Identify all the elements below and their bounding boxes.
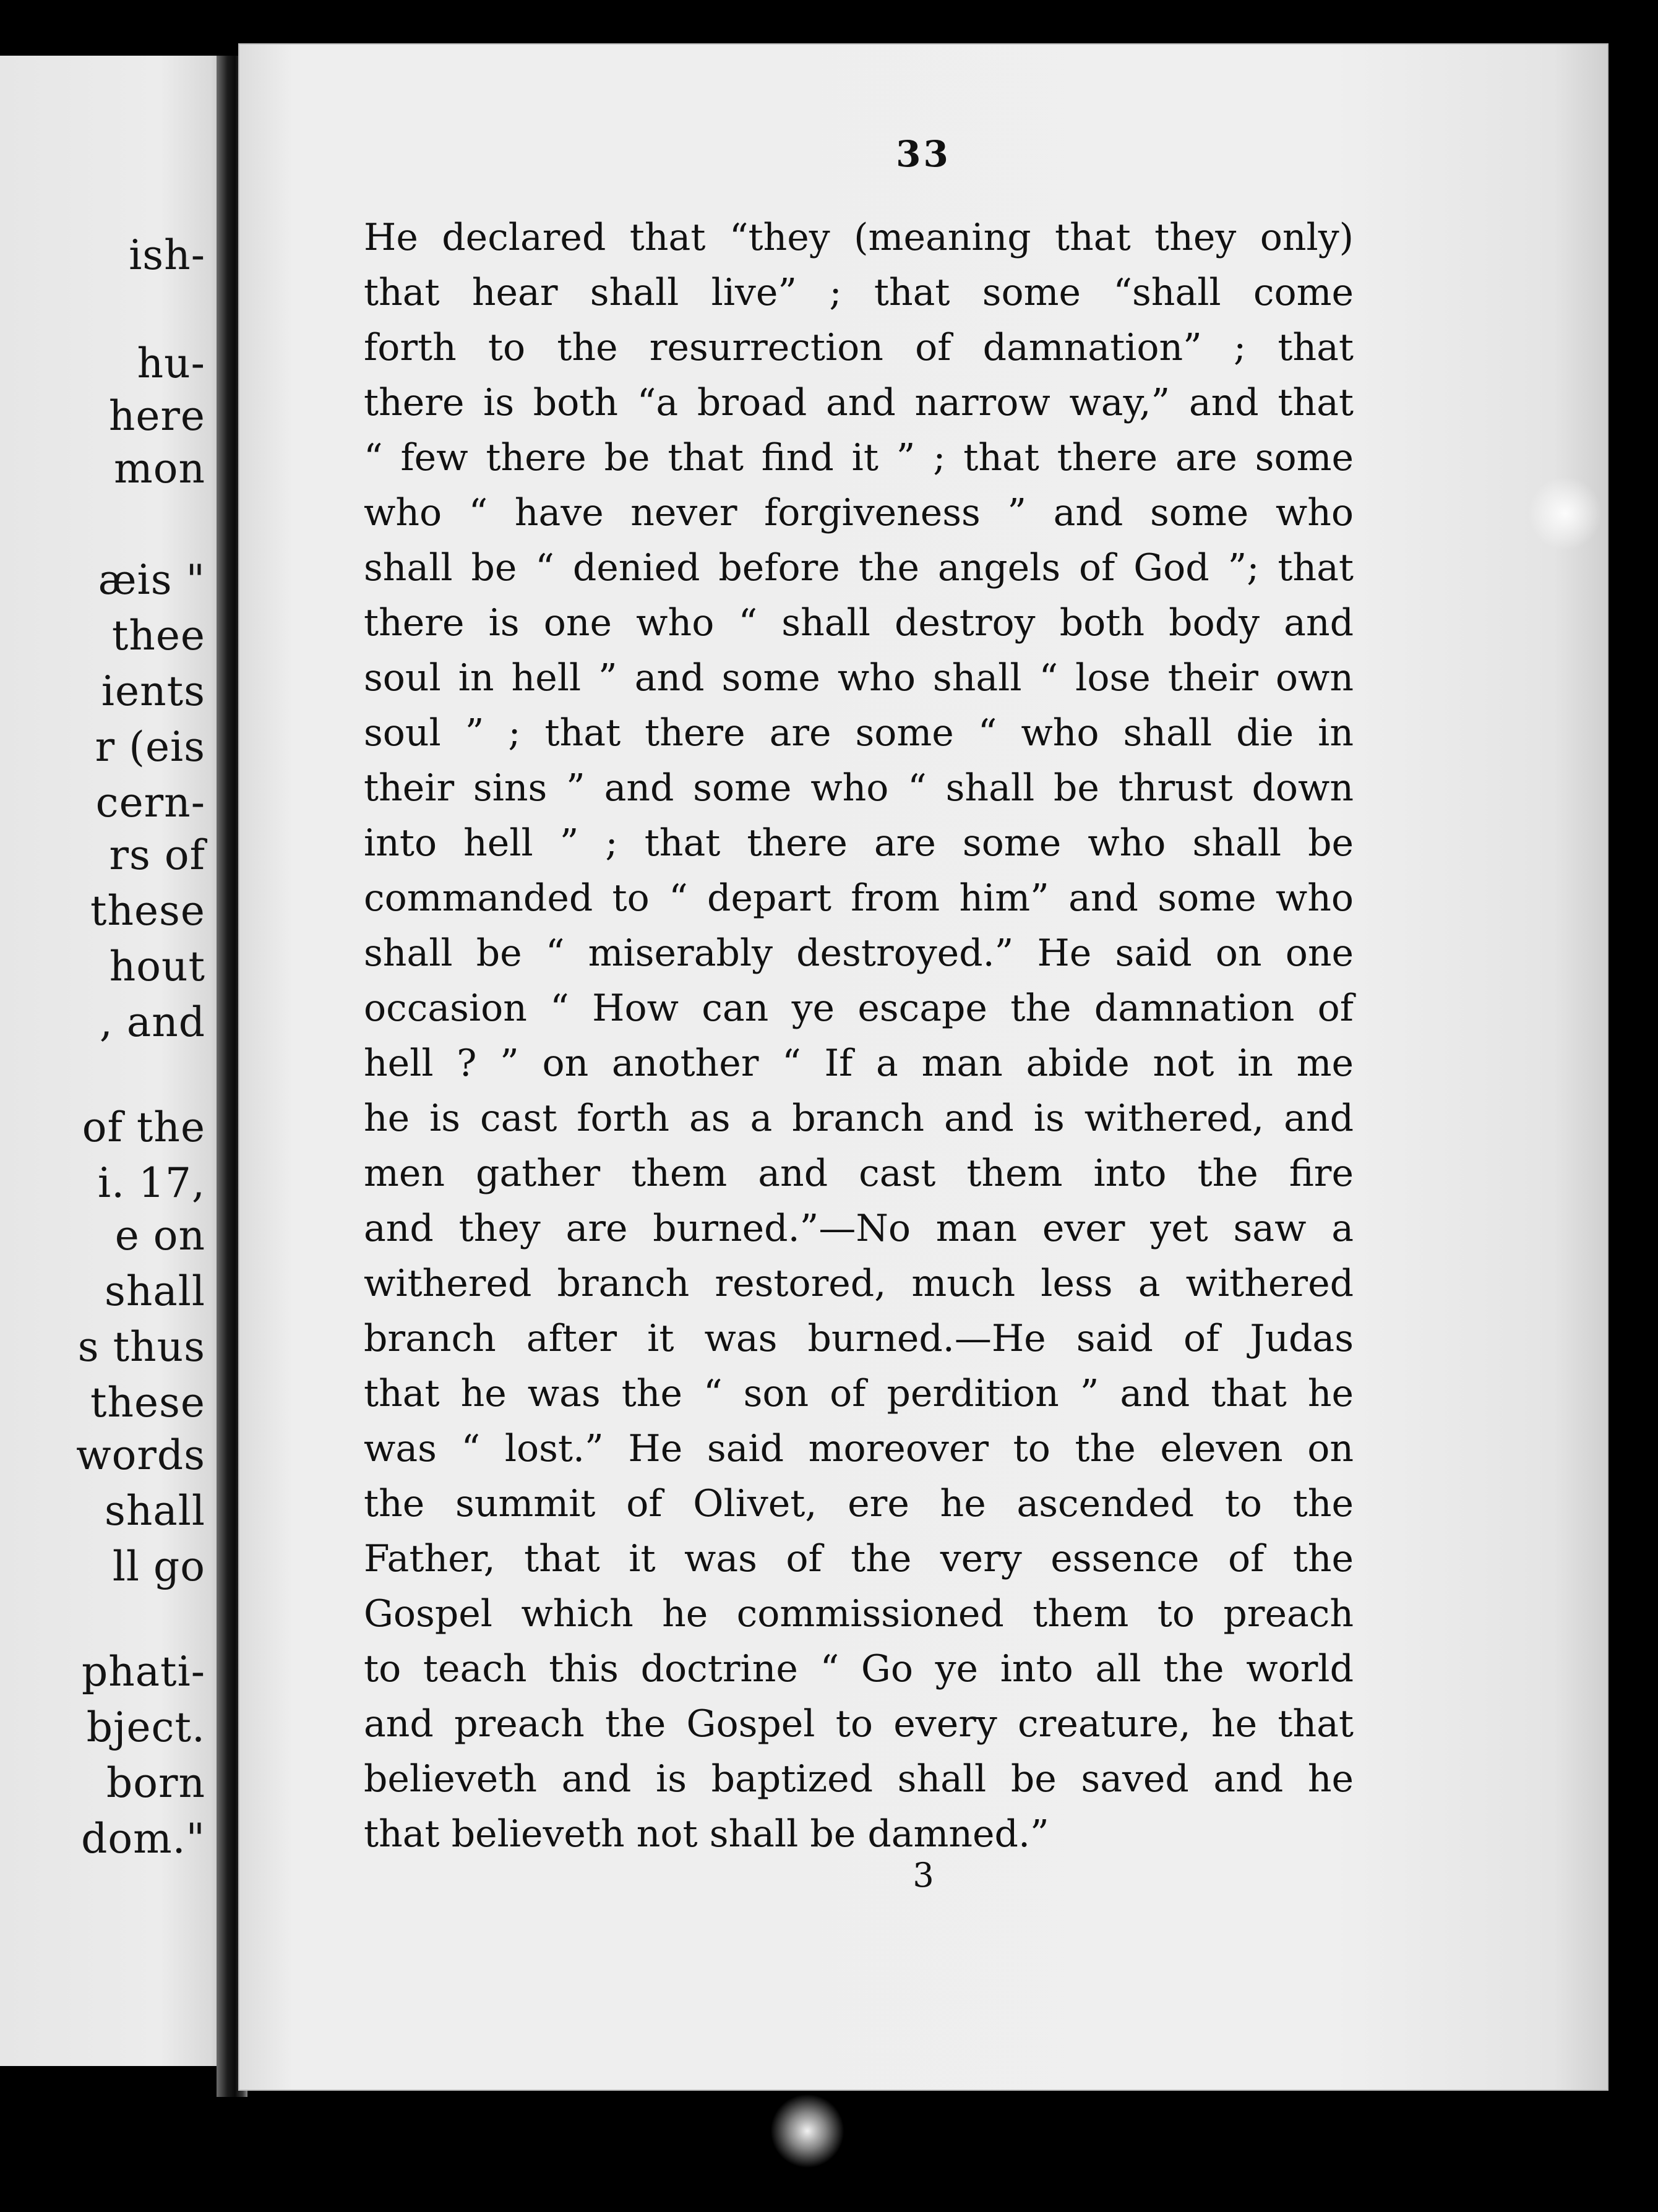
- text-line: commanded to “ depart from him” and some who: [364, 877, 1354, 920]
- text-line: “ few there be that find it ” ; that there are some: [364, 436, 1354, 479]
- text-line: to teach this doctrine “ Go ye into all the world: [364, 1647, 1354, 1691]
- text-line: soul in hell ” and some who shall “ lose their own: [364, 656, 1354, 700]
- body-text: [364, 210, 1354, 1862]
- left-page-line: i. 17,: [97, 1159, 205, 1207]
- text-line: soul ” ; that there are some “ who shall die in: [364, 711, 1354, 755]
- text-line: shall be “ denied before the angels of God ”; that: [364, 546, 1354, 589]
- left-page-line: ll go: [112, 1543, 205, 1590]
- left-page-line: words: [76, 1431, 205, 1479]
- light-speck: [1528, 476, 1602, 551]
- light-flare: [770, 2094, 844, 2168]
- text-line: hell ? ” on another “ If a man abide not in me: [364, 1042, 1354, 1085]
- text-line: was “ lost.” He said moreover to the eleven on: [364, 1427, 1354, 1470]
- left-page-line: shall: [105, 1487, 205, 1535]
- left-page-line: here: [108, 392, 205, 440]
- text-line: that he was the “ son of perdition ” and that he: [364, 1372, 1354, 1415]
- left-page-line: æis ": [98, 556, 205, 604]
- left-page-line: hu-: [137, 340, 205, 387]
- text-line: He declared that “they (meaning that they only): [364, 216, 1354, 259]
- left-page-line: hout: [109, 943, 205, 990]
- left-page-line: thee: [111, 612, 205, 659]
- left-page-line: bject.: [86, 1704, 205, 1751]
- text-line: the summit of Olivet, ere he ascended to the: [364, 1482, 1354, 1525]
- left-page-line: phati-: [81, 1648, 205, 1695]
- left-page-line: e on: [114, 1212, 205, 1259]
- left-page-line: mon: [114, 445, 205, 492]
- left-page-line: r (eis: [95, 723, 205, 771]
- text-line: there is both “a broad and narrow way,” and that: [364, 381, 1354, 424]
- signature-mark: 3: [913, 1856, 934, 1895]
- left-page-line: , and: [99, 998, 205, 1046]
- text-line: occasion “ How can ye escape the damnation of: [364, 987, 1354, 1030]
- left-page-line: these: [90, 887, 205, 935]
- text-line: branch after it was burned.—He said of Judas: [364, 1317, 1354, 1360]
- text-line: shall be “ miserably destroyed.” He said on one: [364, 932, 1354, 975]
- left-page-line: dom.": [81, 1815, 205, 1863]
- text-line: their sins ” and some who “ shall be thrust down: [364, 766, 1354, 810]
- text-line: he is cast forth as a branch and is withered, and: [364, 1097, 1354, 1140]
- text-line: there is one who “ shall destroy both body and: [364, 601, 1354, 645]
- left-page-line: ients: [101, 667, 205, 715]
- left-page-line: these: [90, 1379, 205, 1426]
- left-page-line: s thus: [77, 1323, 205, 1371]
- text-line: withered branch restored, much less a withered: [364, 1262, 1354, 1305]
- left-page-line: of the: [82, 1104, 205, 1151]
- text-line: and they are burned.”—No man ever yet saw a: [364, 1207, 1354, 1250]
- left-page-fragment: [0, 56, 229, 2066]
- text-line: into hell ” ; that there are some who shall be: [364, 821, 1354, 865]
- left-page-line: rs of: [109, 831, 205, 879]
- left-page-line: ish-: [129, 231, 205, 279]
- right-page: [238, 43, 1609, 2091]
- page-number: 33: [896, 133, 951, 175]
- left-page-line: shall: [105, 1267, 205, 1315]
- text-line: Father, that it was of the very essence of the: [364, 1537, 1354, 1580]
- text-line: that hear shall live” ; that some “shall come: [364, 271, 1354, 314]
- left-page-line: born: [106, 1759, 205, 1807]
- text-line: that believeth not shall be damned.”: [364, 1812, 1049, 1856]
- text-line: believeth and is baptized shall be saved and he: [364, 1757, 1354, 1801]
- text-line: men gather them and cast them into the fire: [364, 1152, 1354, 1195]
- text-line: forth to the resurrection of damnation” ; that: [364, 326, 1354, 369]
- text-line: and preach the Gospel to every creature, he that: [364, 1702, 1354, 1746]
- text-line: Gospel which he commissioned them to preach: [364, 1592, 1354, 1635]
- left-page-line: cern-: [95, 779, 205, 826]
- text-line: who “ have never forgiveness ” and some who: [364, 491, 1354, 534]
